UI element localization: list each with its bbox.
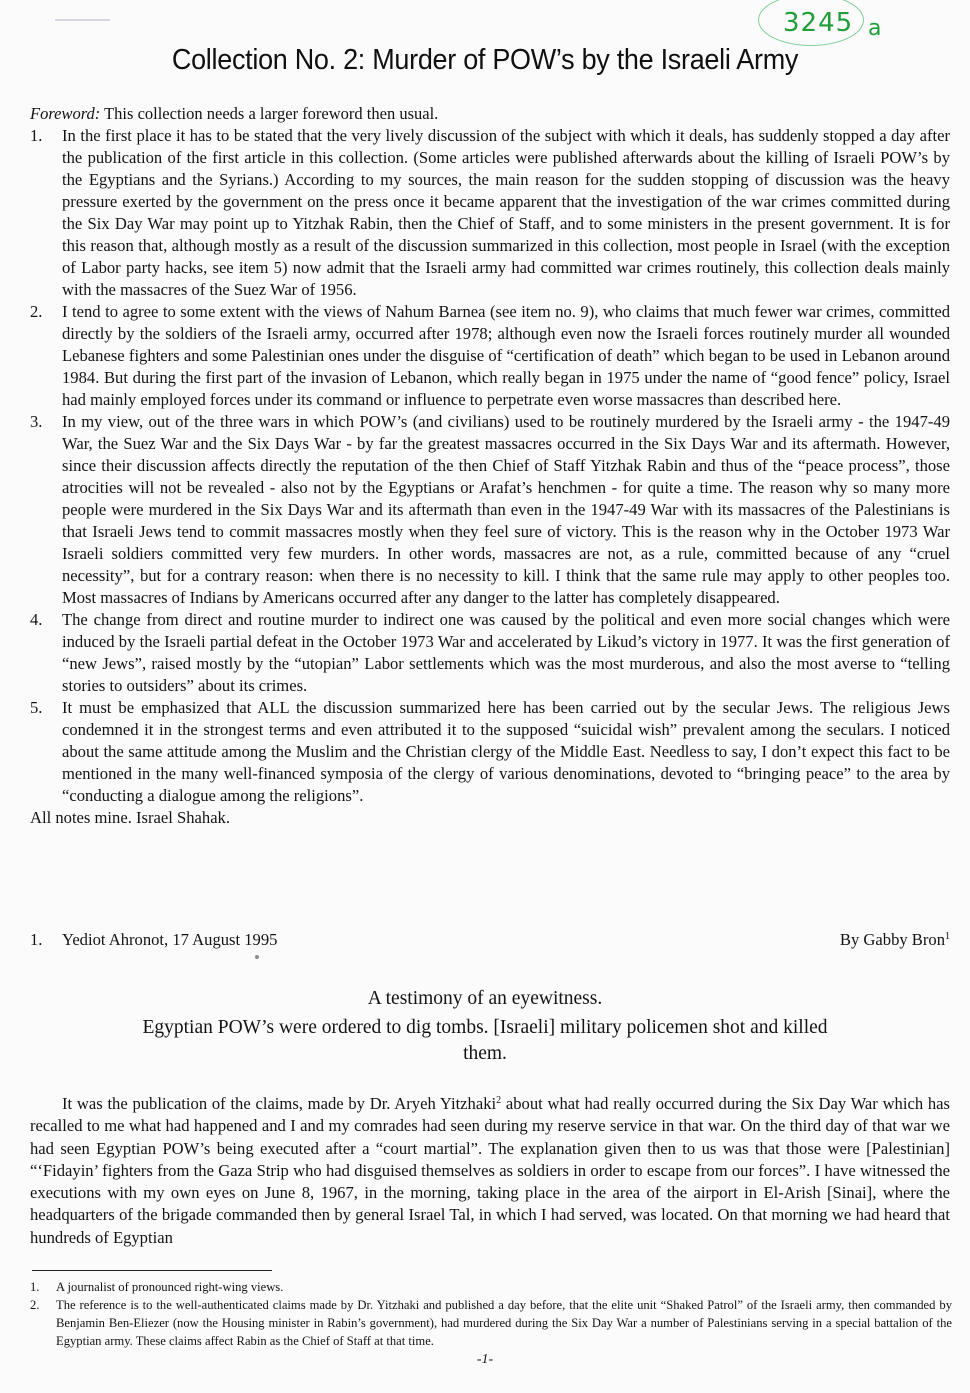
foreword bbox=[30, 104, 438, 124]
article-source-row bbox=[30, 930, 950, 950]
article-source: Yediot Ahronot, 17 August 1995 bbox=[62, 930, 278, 949]
item-text: It must be emphasized that ALL the discussion summarized here has been carried out by the secular Jews. The religious Jews condemned it in the strongest terms and even attributed it to the supposed “suicidal wish” prevalent among the seculars. I noticed about the same attitude among the Muslim and the Christian clergy of the Middle East. Needless to say, I don’t expect this fact to be mentioned in the many well-financed symposia of the clergy of various denominations, devoted to “bringing peace” to the area by “conducting a dialogue among the religions”. bbox=[62, 698, 950, 805]
item-text: In my view, out of the three wars in which POW’s (and civilians) used to be routinely murdered by the Israeli army - the 1947-49 War, the Suez War and the Six Days War - by far the greatest massacres occurred in the Six Days War and its aftermath. However, since their discussion affects directly the reputation of the then Chief of Staff Yitzhak Rabin and thus of the “peace process”, those atrocities will not be revealed - also not by the Egyptians or Arafat’s henchmen - for quite a time. The reason why so many more people were murdered in the Six Days War and its aftermath than even in the 1947-49 War with its massacres of the Palestinians is that Israeli Jews tend to commit massacres mostly when they feel sure of victory. This is the reason why in the October 1973 War Israeli soldiers committed very few murders. In other words, massacres are not, as a rule, committed because of any “cruel necessity”, but for a contrary reason: when there is no necessity to kill. I think that the same rule may apply to other peoples too. Most massacres of Indians by Americans occurred after any danger to the latter has completely disappeared. bbox=[62, 412, 950, 607]
footnote bbox=[30, 1296, 952, 1350]
handwritten-annotation-letter: a bbox=[868, 16, 882, 41]
footnote-number: 2. bbox=[30, 1298, 40, 1312]
footnote-ref: 1 bbox=[945, 931, 950, 942]
body-text-1: It was the publication of the claims, made by Dr. Aryeh Yitzhaki bbox=[62, 1094, 497, 1113]
foreword-text: This collection needs a larger foreword then usual. bbox=[100, 104, 439, 123]
article-body bbox=[30, 1090, 950, 1249]
item-text: I tend to agree to some extent with the views of Nahum Barnea (see item no. 9), who claims that much fewer war crimes, committed directly by the soldiers of the Israeli army, occurred after 1978; although even now the Israeli forces routinely murder all wounded Lebanese fighters and some Palestinian ones under the disguise of “certification of death” which began to be used in Lebanon around 1984. But during the first part of the invasion of Lebanon, which really began in 1975 under the name of “good fence” policy, Israel had mainly employed forces under its command or influence to perpetrate even worse massacres than described here. bbox=[62, 302, 950, 409]
handwritten-annotation-number: 3245 bbox=[783, 8, 854, 38]
byline-text: By Gabby Bron bbox=[839, 930, 945, 949]
foreword-item bbox=[30, 411, 950, 609]
footnote-text: The reference is to the well-authenticated claims made by Dr. Yitzhaki and published a day before, that the elite unit “Shaked Patrol” of the Israeli army, then commanded by Benjamin Ben-Eliezer (now the Housing minister in Rabin’s government), had murdered during the Six Day War a number of Palestinians serving in a special battalion of the Egyptian army. These claims affect Rabin as the Chief of Staff at that time. bbox=[56, 1298, 952, 1348]
foreword-item bbox=[30, 697, 950, 807]
foreword-item bbox=[30, 301, 950, 411]
article-headline-2: Egyptian POW’s were ordered to dig tombs. [Israeli] military policemen shot and killed them. bbox=[142, 1017, 828, 1064]
item-number: 4. bbox=[30, 610, 43, 629]
item-number: 5. bbox=[30, 698, 43, 717]
footnote-text: A journalist of pronounced right-wing views. bbox=[56, 1280, 284, 1294]
page-number: -1- bbox=[476, 1352, 494, 1367]
footnote bbox=[30, 1278, 952, 1296]
scan-speck bbox=[255, 955, 259, 959]
signoff: All notes mine. Israel Shahak. bbox=[30, 808, 231, 827]
foreword-items bbox=[30, 125, 950, 829]
body-text-2: about what had really occurred during the Six Day War which has recalled to me what had happened and I and my comrades had seen during my reserve service in that war. On the third day of that war we had seen Egyptian POW’s being executed after a “court martial”. The explanation given then to us was that those were [Palestinian] “‘Fidayin’ fighters from the Gaza Strip who had disguised themselves as soldiers in order to escape from our forces”. I have witnessed the executions with my own eyes on June 8, 1967, in the morning, taking place in the area of the airport in El-Arish [Sinai], where the headquarters of the brigade commanded then by general Israel Tal, in which I had served, was located. On that morning we had heard that hundreds of Egyptian bbox=[30, 1094, 950, 1247]
scan-artifact bbox=[55, 19, 110, 21]
article-headline-1: A testimony of an eyewitness. bbox=[367, 988, 603, 1009]
foreword-item bbox=[30, 125, 950, 301]
footnote-number: 1. bbox=[30, 1280, 40, 1294]
article-byline bbox=[840, 930, 950, 950]
page-title: Collection No. 2: Murder of POW’s by the Israeli Army bbox=[171, 44, 799, 76]
foreword-label: Foreword: bbox=[30, 104, 101, 123]
item-number: 2. bbox=[30, 302, 43, 321]
foreword-item bbox=[30, 609, 950, 697]
footnotes bbox=[30, 1278, 952, 1350]
article-number: 1. bbox=[30, 930, 43, 949]
item-number: 3. bbox=[30, 412, 43, 431]
footnote-ref: 2 bbox=[496, 1095, 502, 1106]
item-text: The change from direct and routine murder to indirect one was caused by the political and even more social changes which were induced by the Israeli partial defeat in the October 1973 War and accelerated by Likud’s victory in 1977. It was the first generation of “new Jews”, raised mostly by the “utopian” Labor settlements which was the most murderous, and also the most averse to “telling stories to outsiders” about its crimes. bbox=[62, 610, 950, 695]
item-text: In the first place it has to be stated that the very lively discussion of the subject with which it deals, has suddenly stopped a day after the publication of the first article in this collection. (Some articles were published afterwards about the killing of Israeli POW’s by the Egyptians and the Syrians.) According to my sources, the main reason for the sudden stopping of discussion was the heavy pressure exerted by the government on the press once it became apparent that the investigation of the war crimes committed during the Six Day War may point up to Yitzhak Rabin, then the Chief of Staff, and to some ministers in the present government. It is for this reason that, although mostly as a result of the discussion summarized in this collection, most people in Israel (with the exception of Labor party hacks, see item 5) now admit that the Israeli army had committed war crimes routinely, this collection deals mainly with the massacres of the Suez War of 1956. bbox=[62, 126, 950, 299]
footnote-divider bbox=[32, 1270, 272, 1271]
item-number: 1. bbox=[30, 126, 43, 145]
